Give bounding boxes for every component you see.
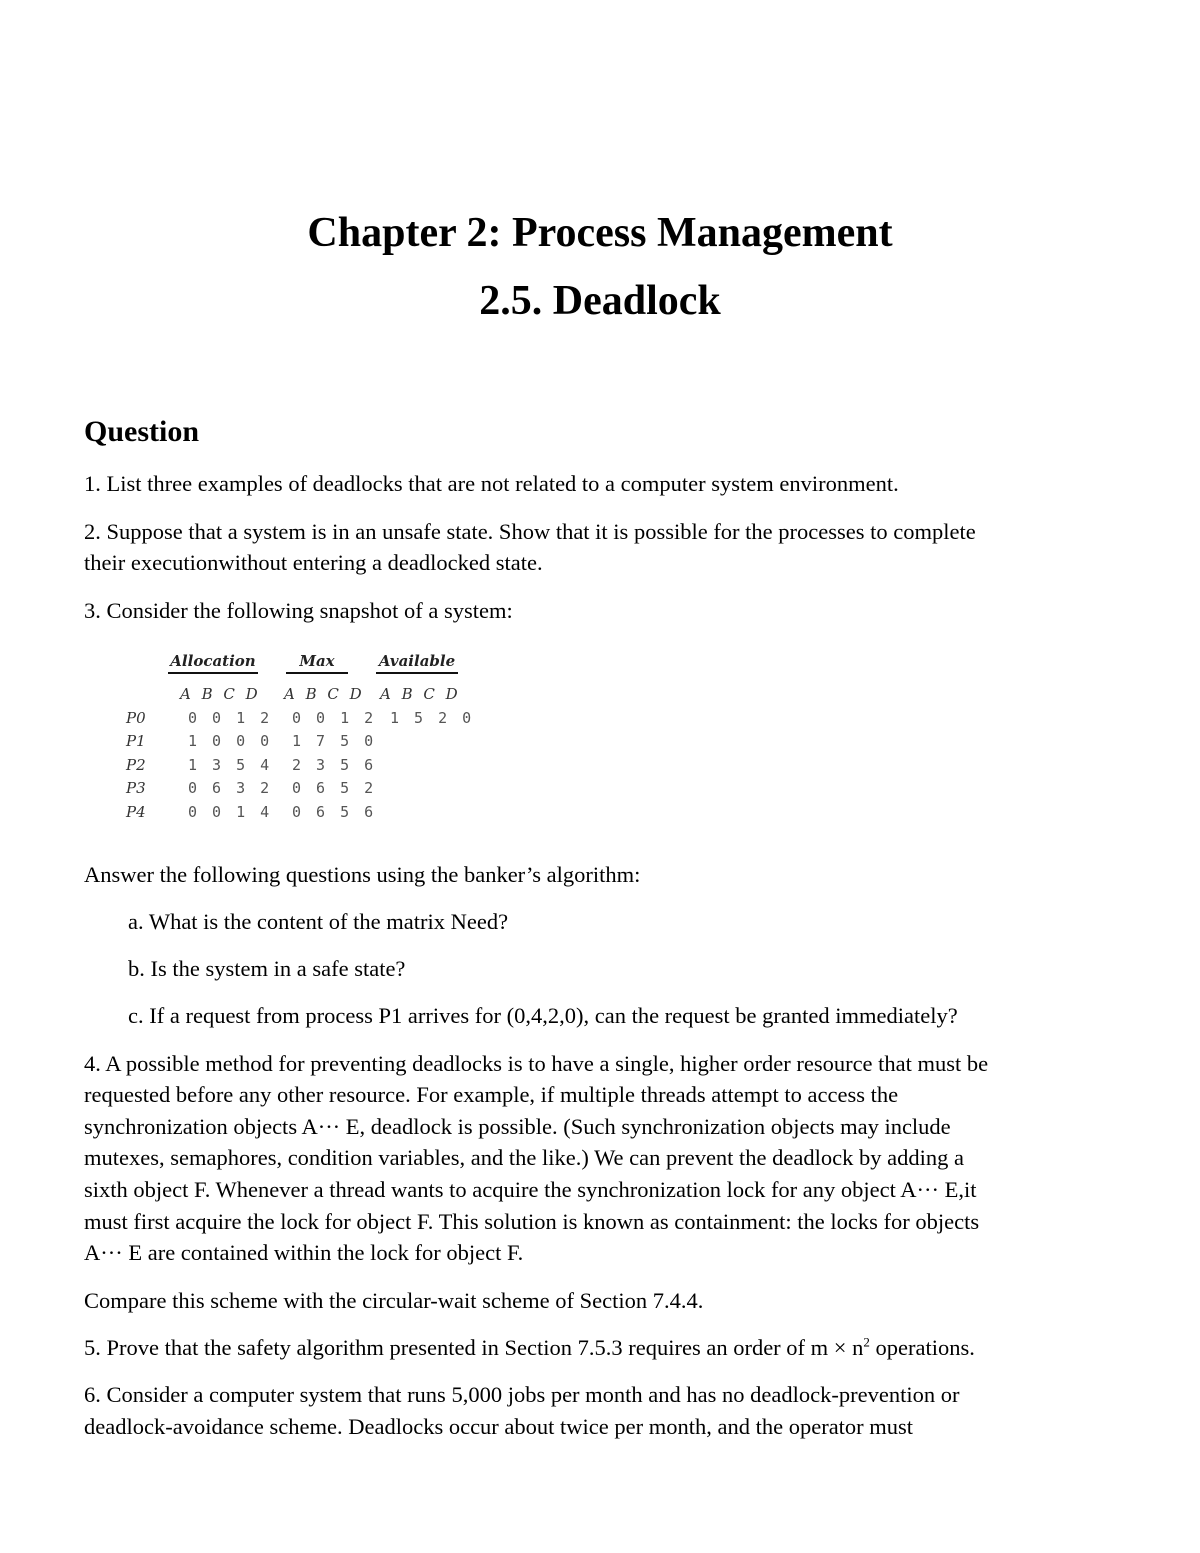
question-3c: c. If a request from process P1 arrives for (0,4,2,0), can the request be granted immediately? [128,1003,958,1028]
question-4-line: mutexes, semaphores, condition variables, and the like.) We can prevent the deadlock by adding a [84,1145,964,1170]
question-2-line-1: 2. Suppose that a system is in an unsafe state. Show that it is possible for the processes to complete [84,519,976,544]
allocation-cell: 1 3 5 4 [188,756,273,774]
question-2-line-2: their executionwithout entering a deadlocked state. [84,550,543,575]
available-cell: 1 5 2 0 [390,709,475,727]
question-6-line-2: deadlock-avoidance scheme. Deadlocks occur about twice per month, and the operator must [84,1414,914,1439]
allocation-letters: A B C D [180,685,261,703]
allocation-cell: 1 0 0 0 [188,732,273,750]
max-cell: 2 3 5 6 [292,756,377,774]
question-4-line: must first acquire the lock for object F. This solution is known as containment: the locks for objects [84,1209,980,1234]
banker-intro: Answer the following questions using the banker’s algorithm: [84,862,641,887]
max-cell: 0 6 5 6 [292,803,377,821]
exponent: 2 [863,1334,870,1350]
max-cell: 0 6 5 2 [292,779,377,797]
allocation-cell: 0 6 3 2 [188,779,273,797]
process-name: P3 [126,779,146,797]
available-letters: A B C D [380,685,461,703]
process-name: P1 [126,732,146,750]
process-name: P4 [126,803,146,821]
allocation-cell: 0 0 1 4 [188,803,273,821]
question-4-line: synchronization objects A··· E, deadlock is possible. (Such synchronization objects may include [84,1114,951,1139]
system-snapshot-table [122,652,482,832]
question-4-line: requested before any other resource. For example, if multiple threads attempt to access the [84,1082,899,1107]
question-4-line: sixth object F. Whenever a thread wants to acquire the synchronization lock for any object A··· E,it [84,1177,977,1202]
question-3b: b. Is the system in a safe state? [128,956,406,981]
allocation-header: Allocation [168,652,258,674]
max-cell: 1 7 5 0 [292,732,377,750]
process-name: P0 [126,709,146,727]
question-4-line: 4. A possible method for preventing deadlocks is to have a single, higher order resource that must be [84,1051,989,1076]
allocation-cell: 0 0 1 2 [188,709,273,727]
chapter-title: Chapter 2: Process Management [307,210,893,256]
available-header: Available [376,652,458,674]
compare-text: Compare this scheme with the circular-wait scheme of Section 7.4.4. [84,1288,704,1313]
max-cell: 0 0 1 2 [292,709,377,727]
section-title: 2.5. Deadlock [479,278,721,324]
max-letters: A B C D [284,685,365,703]
question-6-line-1: 6. Consider a computer system that runs 5,000 jobs per month and has no deadlock-prevention or [84,1382,960,1407]
question-3: 3. Consider the following snapshot of a system: [84,598,513,623]
question-3a: a. What is the content of the matrix Need? [128,909,509,934]
question-heading: Question [84,415,200,448]
question-5: 5. Prove that the safety algorithm presented in Section 7.5.3 requires an order of $m \times n^2$ operations. [84,1334,975,1360]
question-1: 1. List three examples of deadlocks that are not related to a computer system environment. [84,471,899,496]
max-header: Max [286,652,348,674]
process-name: P2 [126,756,146,774]
question-4-line: A··· E are contained within the lock for object F. [84,1240,524,1265]
